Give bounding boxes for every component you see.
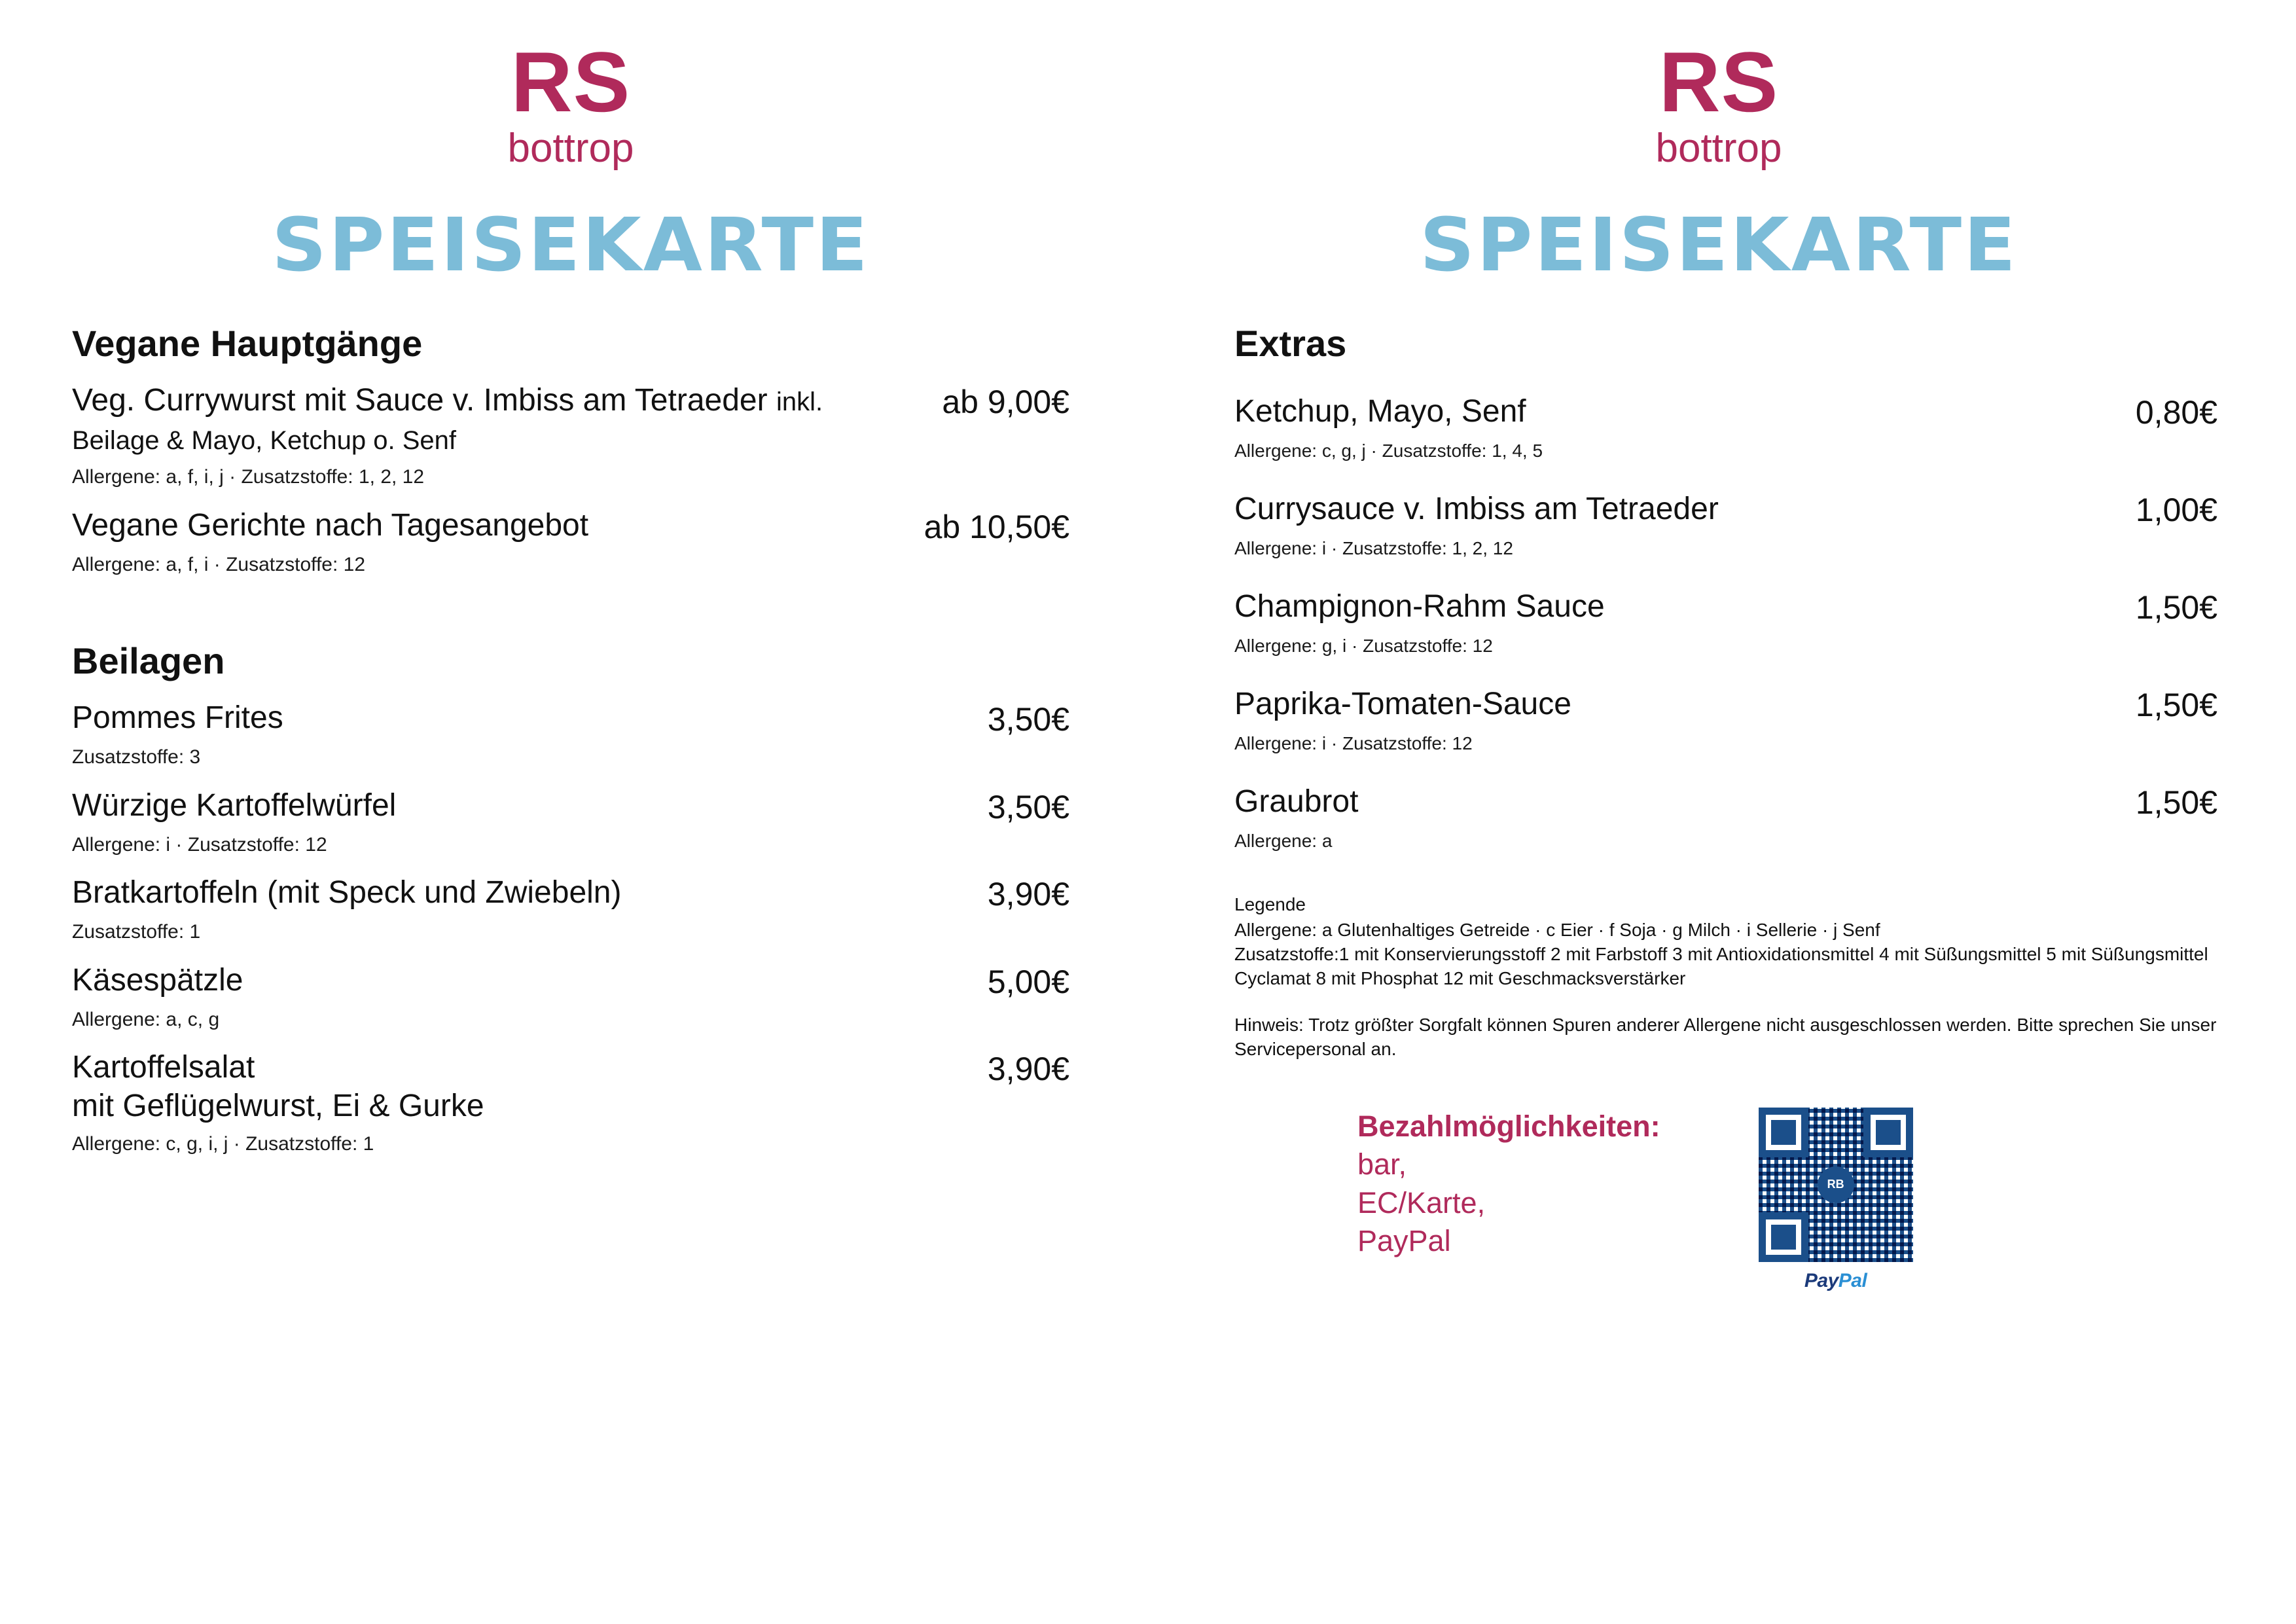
qr-finder-top-left [1759, 1108, 1808, 1157]
item-name-sub: inkl. Beilage & Mayo, Ketchup o. Senf [72, 388, 823, 455]
item-name: Würzige Kartoffelwürfel [72, 787, 397, 823]
item-name [72, 382, 844, 458]
menu-item [1220, 587, 2217, 657]
section-beilagen [72, 640, 1069, 1157]
item-price: 1,50€ [2135, 784, 2217, 821]
menu-item [72, 507, 1069, 577]
logo-main-text: RS [511, 34, 631, 130]
item-allergen-note: Zusatzstoffe: 3 [72, 746, 201, 768]
item-name: Champignon-Rahm Sauce [1234, 588, 1605, 624]
item-price: ab 10,50€ [924, 508, 1069, 545]
hinweis-text: Hinweis: Trotz größter Sorgfalt können Spuren anderer Allergene nicht ausgeschlossen werden. Bitte sprechen Sie unser Servicepersonal an. [1234, 1014, 2217, 1059]
item-allergen-note: Allergene: c, g, j · Zusatzstoffe: 1, 4, 5 [1234, 441, 1543, 461]
item-name [72, 1049, 484, 1125]
item-name: Currysauce v. Imbiss am Tetraeder [1234, 491, 1719, 526]
item-name: Bratkartoffeln (mit Speck und Zwiebeln) [72, 875, 622, 911]
right-page [1148, 0, 2296, 1624]
qr-finder-bottom-left [1759, 1212, 1808, 1262]
menu-item [72, 382, 1069, 490]
item-allergen-note: Allergene: c, g, i, j · Zusatzstoffe: 1 [72, 1133, 374, 1155]
item-price: 1,50€ [2135, 589, 2217, 626]
payment-heading: Bezahlmöglichkeiten: [1357, 1109, 1660, 1143]
item-price: 0,80€ [2135, 394, 2217, 431]
payment-block [1220, 1108, 2217, 1292]
item-name-text: Veg. Currywurst mit Sauce v. Imbiss am Tetraeder [72, 383, 768, 418]
logo-sub-text: bottrop [507, 126, 634, 171]
page-title-right: SPEISEKARTE [1420, 203, 2018, 288]
item-name: Paprika-Tomaten-Sauce [1234, 686, 1571, 721]
paypal-qr-block[interactable] [1759, 1108, 1913, 1292]
payment-option-paypal: PayPal [1357, 1224, 1451, 1258]
section-extras [1220, 322, 2217, 852]
qr-code-icon[interactable] [1759, 1108, 1913, 1262]
qr-center-logo: RB [1818, 1166, 1854, 1203]
menu-item [72, 874, 1069, 945]
paypal-logo [1759, 1270, 1913, 1292]
item-name-text: Kartoffelsalat [72, 1050, 255, 1085]
item-name-sub: mit Geflügelwurst, Ei & Gurke [72, 1088, 484, 1123]
item-price: 3,90€ [987, 876, 1069, 913]
item-price: 5,00€ [987, 963, 1069, 1000]
logo-main-text: RS [1659, 34, 1779, 130]
logo-right [1220, 0, 2217, 169]
qr-finder-top-right [1863, 1108, 1913, 1157]
menu-item [1220, 685, 2217, 755]
item-price: 3,50€ [987, 701, 1069, 738]
page-title-left: SPEISEKARTE [272, 203, 870, 288]
item-allergen-note: Allergene: g, i · Zusatzstoffe: 12 [1234, 636, 1493, 656]
item-price: ab 9,00€ [942, 384, 1069, 420]
item-price: 1,00€ [2135, 492, 2217, 528]
item-allergen-note: Allergene: a [1234, 831, 1333, 851]
item-allergen-note: Allergene: i · Zusatzstoffe: 12 [72, 833, 327, 856]
section-heading: Extras [1234, 323, 1347, 364]
section-heading: Vegane Hauptgänge [72, 323, 423, 364]
item-name: Vegane Gerichte nach Tagesangebot [72, 507, 589, 543]
paypal-logo-pay: Pay [1804, 1269, 1839, 1291]
item-price: 3,90€ [987, 1051, 1069, 1088]
item-name: Käsespätzle [72, 962, 243, 998]
section-heading: Beilagen [72, 640, 225, 682]
item-allergen-note: Allergene: a, f, i · Zusatzstoffe: 12 [72, 553, 366, 575]
payment-option-cash: bar, [1357, 1147, 1407, 1182]
logo-left [72, 0, 1069, 169]
paypal-logo-pal: Pal [1838, 1269, 1867, 1291]
item-name: Pommes Frites [72, 700, 283, 736]
legend-block [1220, 893, 2217, 991]
item-allergen-note: Allergene: i · Zusatzstoffe: 12 [1234, 733, 1473, 753]
logo-sub-text: bottrop [1655, 126, 1782, 171]
section-vegane-hauptgaenge [72, 322, 1069, 577]
item-allergen-note: Allergene: a, c, g [72, 1008, 220, 1030]
menu-item [1220, 490, 2217, 560]
menu-item [72, 962, 1069, 1032]
menu-item [72, 787, 1069, 857]
payment-option-card: EC/Karte, [1357, 1185, 1486, 1219]
menu-item [72, 699, 1069, 770]
item-price: 1,50€ [2135, 687, 2217, 723]
menu-item [1220, 782, 2217, 852]
item-name: Ketchup, Mayo, Senf [1234, 393, 1526, 429]
menu-item [72, 1049, 1069, 1157]
menu-item [1220, 392, 2217, 462]
item-allergen-note: Allergene: a, f, i, j · Zusatzstoffe: 1, 2, 12 [72, 466, 425, 488]
legend-heading: Legende [1234, 894, 1306, 914]
legend-zusatzstoffe: Zusatzstoffe:1 mit Konservierungsstoff 2 mit Farbstoff 3 mit Antioxidationsmittel 4 mit Süßungsmittel 5 mit Süßungsmittel Cyclamat 8 mit Phosphat 12 mit Geschmacksverstärker [1234, 943, 2208, 988]
item-allergen-note: Zusatzstoffe: 1 [72, 921, 201, 943]
legend-allergene: Allergene: a Glutenhaltiges Getreide · c Eier · f Soja · g Milch · i Sellerie · j Senf [1234, 919, 1880, 940]
item-price: 3,50€ [987, 788, 1069, 825]
payment-options [1357, 1108, 1660, 1261]
item-allergen-note: Allergene: i · Zusatzstoffe: 1, 2, 12 [1234, 538, 1513, 558]
item-name: Graubrot [1234, 784, 1359, 819]
